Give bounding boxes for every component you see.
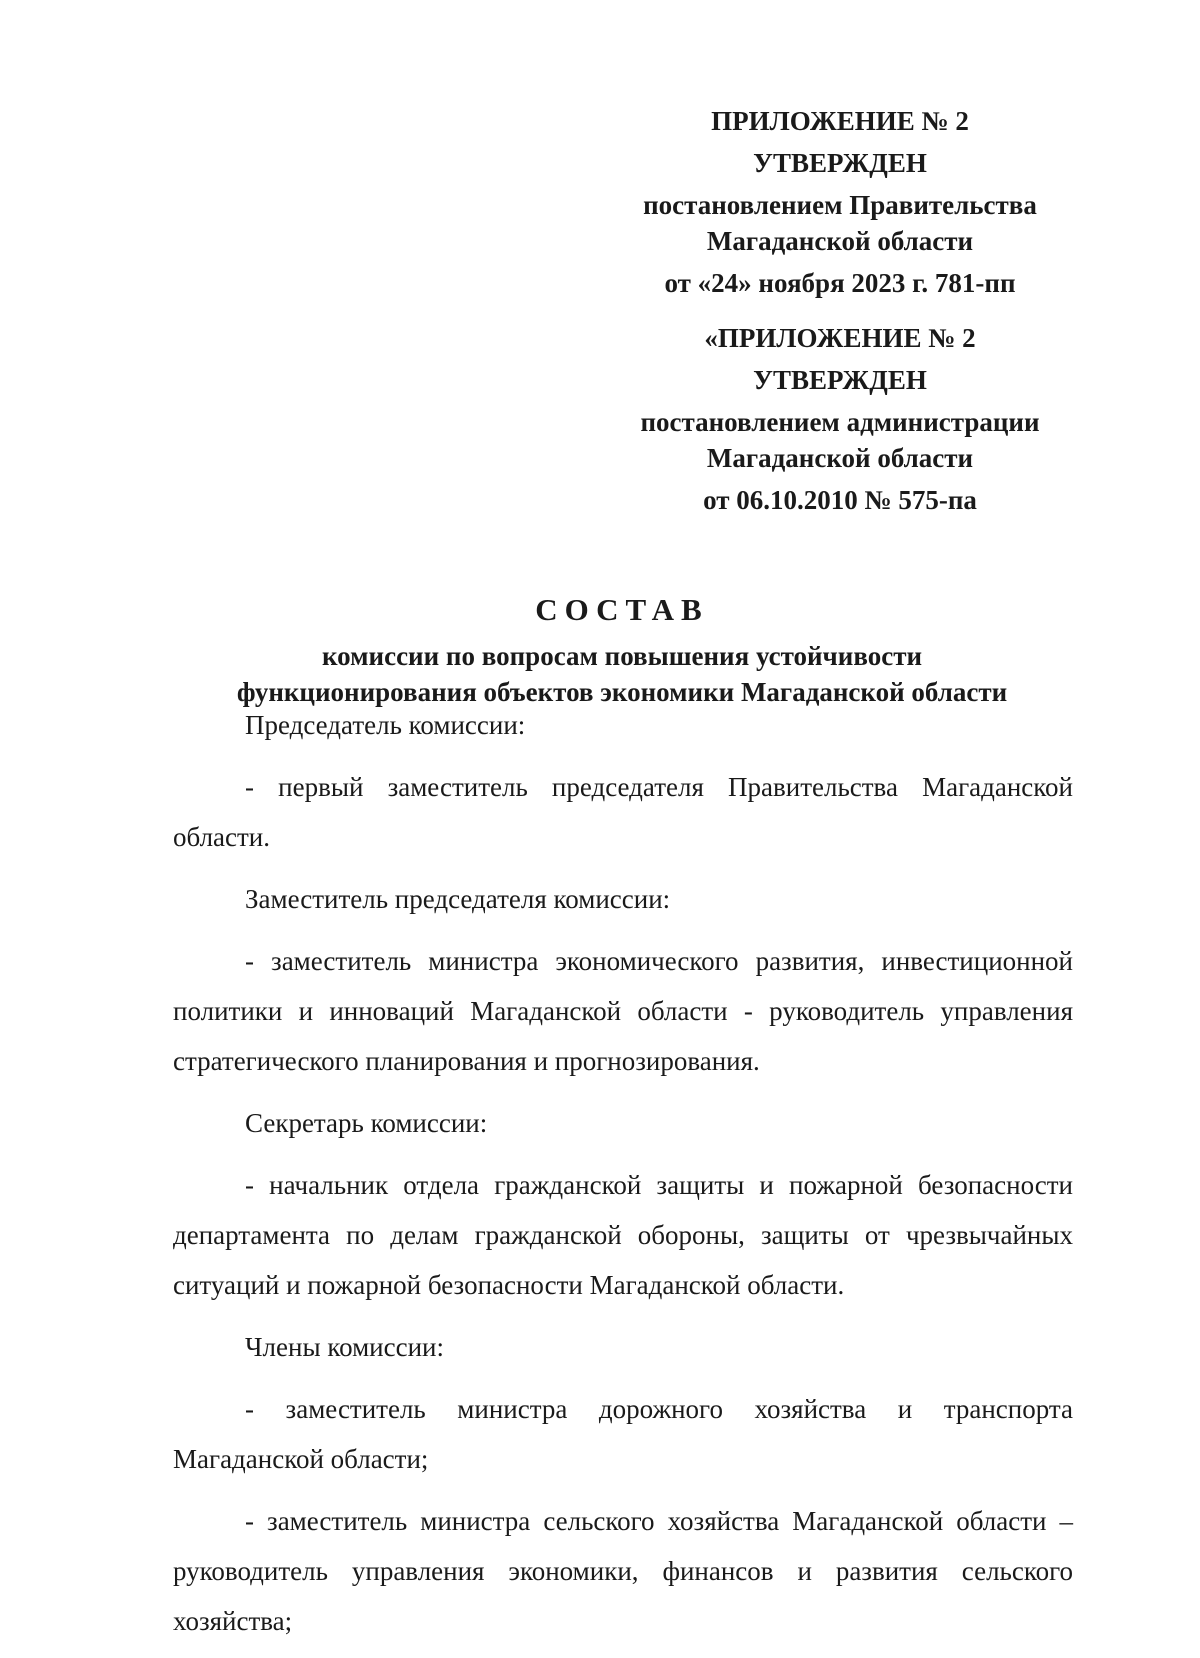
stamp-date-number: от 06.10.2010 № 575-па (703, 485, 977, 515)
chair-heading: Председатель комиссии: (245, 710, 526, 740)
members-heading: Члены комиссии: (245, 1332, 444, 1362)
stamp-region: Магаданской области (706, 443, 974, 473)
member-item: - заместитель министра сельского хозяйства Магаданской области – руководитель управления экономики, финансов и развития сельского хозяйства; (173, 1506, 1073, 1636)
chair-text: - первый заместитель председателя Правительства Магаданской области. (173, 772, 1073, 852)
secretary-heading: Секретарь комиссии: (245, 1108, 488, 1138)
deputy-heading: Заместитель председателя комиссии: (245, 884, 671, 914)
stamp-resolution-label: постановлением Правительства (643, 190, 1037, 220)
member-item: - заместитель министра дорожного хозяйства и транспорта Магаданской области; (173, 1394, 1073, 1474)
approval-stamp-original (600, 320, 1080, 518)
subtitle-line: комиссии по вопросам повышения устойчивости (321, 641, 923, 671)
stamp-date-number: от «24» ноября 2023 г. 781-пп (664, 268, 1016, 298)
approval-stamp-current (600, 103, 1080, 301)
stamp-appendix-number: ПРИЛОЖЕНИЕ № 2 (711, 106, 969, 136)
secretary-text: - начальник отдела гражданской защиты и пожарной безопасности департамента по делам гражданской обороны, защиты от чрезвычайных ситуаций и пожарной безопасности Магаданской области. (173, 1170, 1073, 1300)
document-title: СОСТАВ (535, 592, 709, 627)
document-body (173, 700, 1073, 1658)
stamp-resolution-label: постановлением администрации (640, 407, 1040, 437)
stamp-region: Магаданской области (706, 226, 974, 256)
stamp-approved: УТВЕРЖДЕН (753, 365, 927, 395)
stamp-approved: УТВЕРЖДЕН (753, 148, 927, 178)
subtitle-line: функционирования объектов экономики Магаданской области (236, 677, 1008, 707)
deputy-text: - заместитель министра экономического развития, инвестиционной политики и инноваций Магаданской области - руководитель управления стратегического планирования и прогнозирования. (173, 946, 1073, 1076)
stamp-appendix-number: «ПРИЛОЖЕНИЕ № 2 (704, 323, 976, 353)
